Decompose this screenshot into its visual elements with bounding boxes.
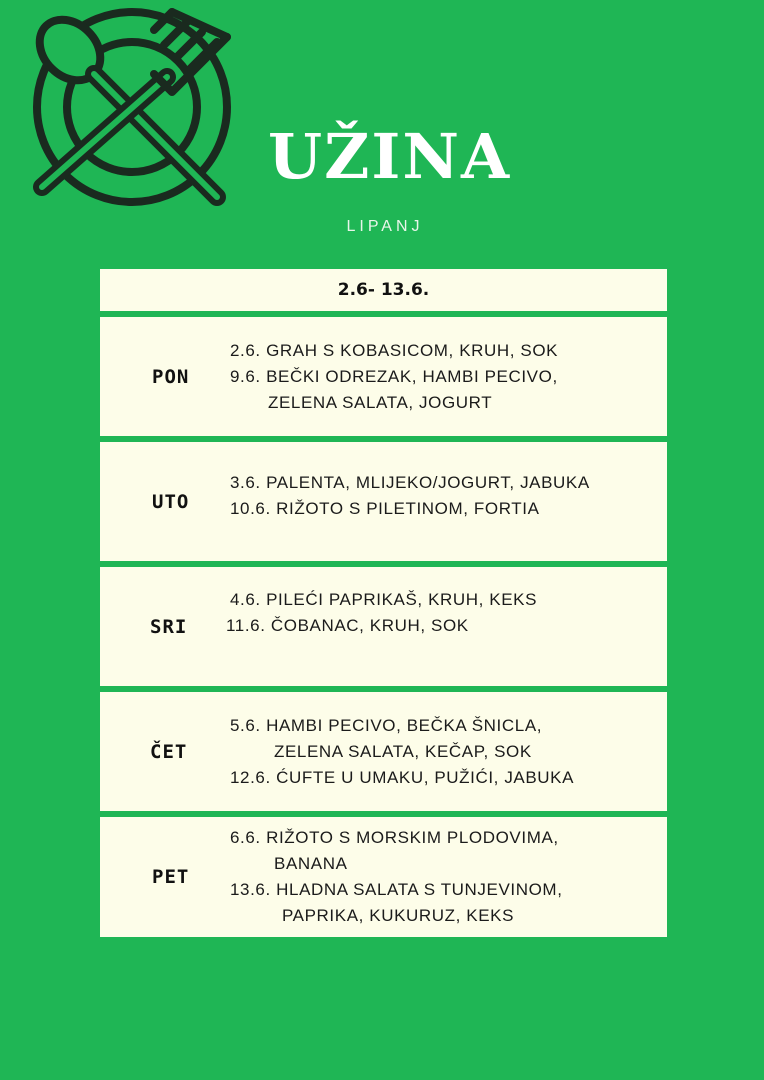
menu-items: [230, 338, 657, 416]
plate-fork-spoon-icon: [22, 2, 242, 212]
day-card-sri: [100, 567, 667, 686]
day-card-pet: [100, 817, 667, 937]
menu-line: 12.6. ĆUFTE U UMAKU, PUŽIĆI, JABUKA: [230, 767, 575, 787]
menu-line: BANANA: [274, 854, 348, 873]
day-label: ČET: [150, 740, 188, 763]
menu-line: 4.6. PILEĆI PAPRIKAŠ, KRUH, KEKS: [230, 589, 538, 609]
day-label: PON: [152, 365, 190, 388]
menu-line: 5.6. HAMBI PECIVO, BEČKA ŠNICLA,: [230, 715, 543, 735]
month-subtitle: LIPANJ: [346, 218, 424, 235]
menu-line: 9.6. BEČKI ODREZAK, HAMBI PECIVO,: [230, 366, 558, 386]
day-card-cet: [100, 692, 667, 811]
menu-line: 13.6. HLADNA SALATA S TUNJEVINOM,: [230, 880, 563, 899]
date-range-label: 2.6- 13.6.: [337, 280, 430, 300]
date-range-bar: [100, 269, 667, 311]
day-card-pon: [100, 317, 667, 436]
menu-items: [230, 825, 657, 929]
day-label: UTO: [152, 490, 190, 513]
menu-items: [230, 713, 657, 791]
menu-line: PAPRIKA, KUKURUZ, KEKS: [282, 906, 515, 925]
menu-line: ZELENA SALATA, KEČAP, SOK: [274, 741, 532, 761]
menu-items: [230, 470, 657, 522]
menu-items: [226, 587, 657, 639]
day-label: SRI: [150, 615, 188, 638]
menu-line: 10.6. RIŽOTO S PILETINOM, FORTIA: [230, 498, 540, 518]
menu-line: 3.6. PALENTA, MLIJEKO/JOGURT, JABUKA: [230, 472, 590, 492]
menu-line: 2.6. GRAH S KOBASICOM, KRUH, SOK: [230, 340, 559, 360]
menu-line: ZELENA SALATA, JOGURT: [268, 392, 493, 412]
menu-line: 6.6. RIŽOTO S MORSKIM PLODOVIMA,: [230, 828, 559, 847]
day-label: PET: [152, 866, 190, 888]
day-card-uto: [100, 442, 667, 561]
menu-line: 11.6. ČOBANAC, KRUH, SOK: [226, 615, 469, 635]
page-title: UŽINA: [268, 120, 512, 193]
